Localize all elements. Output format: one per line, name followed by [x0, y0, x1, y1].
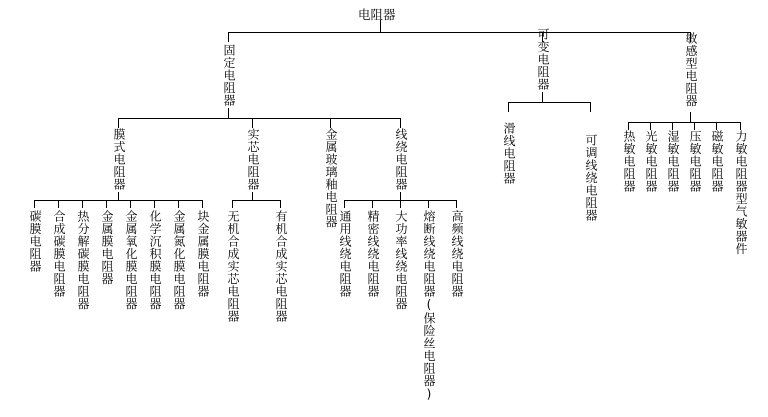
connector-drop-force — [740, 122, 741, 130]
connector-drop-voltage — [694, 122, 695, 130]
level1-node-fixed-resistor: 固定电阻器 — [222, 44, 236, 107]
connector-drop-metal-nitride-film — [178, 200, 179, 208]
connector-drop-photo — [650, 122, 651, 130]
connector-wirewound-stem — [400, 192, 401, 200]
connector-drop-high-power-wirewound — [400, 200, 401, 208]
level3-node-fusible-wirewound-resistor: 熔断线绕电阻器(保险丝电阻器) — [422, 210, 436, 402]
root-node-resistor: 电阻器 — [358, 7, 396, 22]
connector-level1-bus — [228, 32, 690, 33]
level3-node-carbon-film-resistor: 碳膜电阻器 — [28, 210, 42, 273]
connector-fixed-stem — [228, 108, 229, 118]
level3-node-metal-oxide-film-resistor: 金属氧化膜电阻器 — [124, 210, 138, 310]
level3-node-high-frequency-wirewound-resistor: 高频线绕电阻器 — [450, 210, 464, 298]
level3-node-general-purpose-wirewound-resistor: 通用线绕电阻器 — [338, 210, 352, 298]
level2-node-slide-wire-resistor: 滑线电阻器 — [502, 122, 516, 185]
level2-node-humidity-sensitive-resistor: 湿敏电阻器 — [666, 130, 680, 193]
level1-node-sensitive-resistor: 敏感型电阻器 — [684, 32, 698, 107]
connector-drop-general-wirewound — [344, 200, 345, 208]
connector-variable-stem — [542, 92, 543, 102]
level2-node-thermal-sensitive-resistor: 热敏电阻器 — [622, 130, 636, 193]
connector-drop-thermal — [628, 122, 629, 130]
level2-node-adjustable-wirewound-resistor: 可调线绕电阻器 — [584, 134, 598, 222]
connector-solid-stem — [252, 192, 253, 200]
level3-node-inorganic-synthetic-solid-core-resistor: 无机合成实芯电阻器 — [226, 210, 240, 323]
connector-fixed-level2-bus — [118, 118, 400, 119]
connector-drop-bulk-metal-film — [202, 200, 203, 208]
level2-node-photo-sensitive-resistor: 光敏电阻器 — [644, 130, 658, 193]
level2-node-force-sensitive-gas-sensitive-device: 力敏电阻器型气敏器件 — [734, 130, 748, 255]
level3-node-high-power-wirewound-resistor: 大功率线绕电阻器 — [394, 210, 408, 310]
connector-solid-level3-bus — [232, 200, 280, 201]
connector-drop-carbon-film — [34, 200, 35, 208]
connector-sensitive-level2-bus — [628, 122, 740, 123]
level3-node-metal-nitride-film-resistor: 金属氮化膜电阻器 — [172, 210, 186, 310]
level3-node-precision-wirewound-resistor: 精密线绕电阻器 — [366, 210, 380, 298]
connector-drop-inorganic-solid — [232, 200, 233, 208]
connector-drop-glaze — [330, 118, 331, 128]
connector-drop-metal-oxide-film — [130, 200, 131, 208]
connector-drop-chemical-deposit-film — [154, 200, 155, 208]
connector-drop-precision-wirewound — [372, 200, 373, 208]
connector-variable-level2-bus — [508, 102, 590, 103]
level2-node-voltage-sensitive-resistor: 压敏电阻器 — [688, 130, 702, 193]
connector-drop-magnetic — [716, 122, 717, 130]
level3-node-metal-film-resistor: 金属膜电阻器 — [100, 210, 114, 285]
connector-drop-adjustable-wirewound — [590, 102, 591, 112]
connector-drop-metal-film — [106, 200, 107, 208]
connector-root-stem — [380, 20, 381, 32]
connector-drop-wirewound — [400, 118, 401, 128]
connector-drop-humidity — [672, 122, 673, 130]
level3-node-synthetic-carbon-film-resistor: 合成碳膜电阻器 — [52, 210, 66, 298]
level3-node-organic-synthetic-solid-core-resistor: 有机合成实芯电阻器 — [274, 210, 288, 323]
level2-node-film-resistor: 膜式电阻器 — [112, 128, 126, 191]
connector-drop-fusible-wirewound — [428, 200, 429, 208]
level1-node-variable-resistor: 可变电阻器 — [536, 28, 550, 91]
level2-node-magnetic-sensitive-resistor: 磁敏电阻器 — [710, 130, 724, 193]
connector-film-level3-bus — [34, 200, 202, 201]
connector-drop-high-frequency-wirewound — [456, 200, 457, 208]
connector-sensitive-stem — [690, 112, 691, 122]
level2-node-wirewound-resistor: 线绕电阻器 — [394, 128, 408, 191]
level3-node-bulk-metal-film-resistor: 块金属膜电阻器 — [196, 210, 210, 298]
connector-drop-film — [118, 118, 119, 128]
level2-node-solid-core-resistor: 实芯电阻器 — [246, 128, 260, 191]
connector-drop-organic-solid — [280, 200, 281, 208]
connector-film-stem — [118, 192, 119, 200]
connector-drop-slide-wire — [508, 102, 509, 112]
connector-drop-solid — [252, 118, 253, 128]
connector-drop-fixed — [228, 32, 229, 42]
level3-node-chemical-deposit-film-resistor: 化学沉积膜电阻器 — [148, 210, 162, 310]
connector-drop-pyrolytic-carbon-film — [82, 200, 83, 208]
connector-drop-synthetic-carbon-film — [58, 200, 59, 208]
level3-node-pyrolytic-carbon-film-resistor: 热分解碳膜电阻器 — [76, 210, 90, 310]
level2-node-metal-glass-glaze-resistor: 金属玻璃釉电阻器 — [324, 128, 338, 228]
